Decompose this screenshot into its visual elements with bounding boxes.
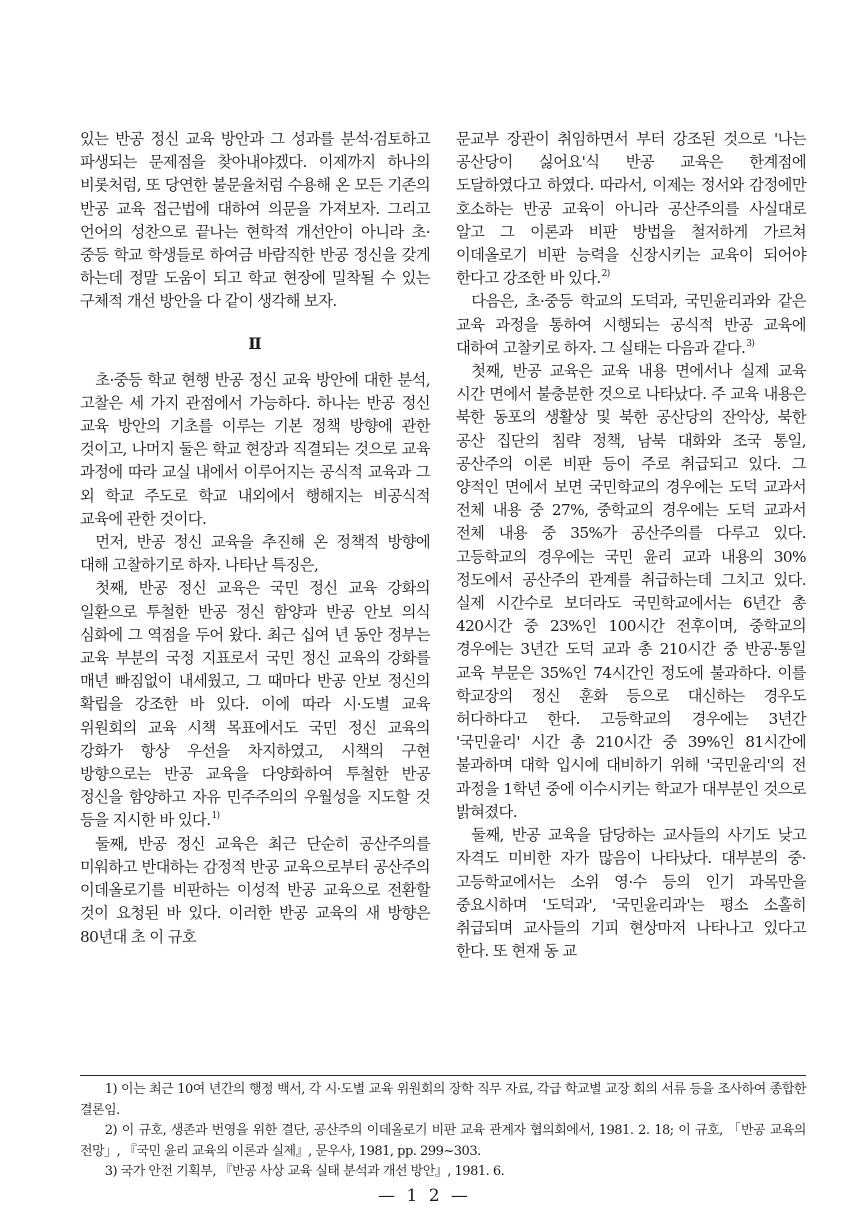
footnote-ref: 2) [601, 269, 610, 280]
paragraph-text: 다음은, 초·중등 학교의 도덕과, 국민윤리과와 같은 교육 과정을 통하여 시행되는 공식적 반공 교육에 대하여 고찰키로 하자. 그 실태는 다음과 같다. [456, 292, 806, 357]
paragraph: 둘째, 반공 교육을 담당하는 교사들의 사기도 낮고 자격도 미비한 자가 많음이 나타났다. 대부분의 중·고등학교에서는 소위 영·수 등의 인기 과목만을 중요시하며 '도덕과', '국민윤리과'는 평소 소홀히 취급되며 교사들의 기피 현상마저 나타나고 있다고 한다. 또 현재 동 교 [456, 826, 806, 961]
paragraph [456, 128, 806, 290]
paragraph-text: 첫째, 반공 정신 교육은 국민 정신 교육 강화의 일환으로 투철한 반공 정신 함양과 반공 안보 의식 심화에 그 역점을 두어 왔다. 최근 십여 년 동안 정부는 교육 부분의 국정 지표로서 국민 정신 교육의 강화를 매년 빠짐없이 내세웠고, 그 때마다 반공 안보 정신의 확립을 강조한 바 있다. 이에 따라 시·도별 교육 위원회의 교육 시책 목표에서도 국민 정신 교육의 강화가 항상 우선을 차지하였고, 시책의 구현 방향으로는 반공 교육을 다양화하여 투철한 반공 정신을 함양하고 자유 민주주의의 우월성을 지도할 것 등을 지시한 바 있다. [80, 579, 430, 830]
left-column [80, 128, 430, 949]
footnote-divider [80, 1075, 806, 1076]
footnote-3: 3) 국가 안전 기획부, 『반공 사상 교육 실태 분석과 개선 방안』, 1981. 6. [104, 1164, 505, 1179]
paragraph-text: 문교부 장관이 취임하면서 부터 강조된 것으로 '나는 공산당이 싫어요'식 반공 교육은 한계점에 도달하였다고 하였다. 따라서, 이제는 정서와 감정에만 호소하는 반공 교육이 아니라 공산주의를 사실대로 알고 그 이론과 비판 방법을 철저하게 가르쳐 이데올로기 비판 능력을 신장시키는 교육이 되어야 한다고 강조한 바 있다. [456, 130, 806, 288]
right-column [456, 128, 806, 963]
paragraph: 초·중등 학교 현행 반공 정신 교육 방안에 대한 분석, 고찰은 세 가지 관점에서 가능하다. 하나는 반공 정신 교육 방안의 기초를 이루는 기본 정책 방향에 관한 것이고, 나머지 둘은 학교 현장과 직결되는 것으로 교육 과정에 따라 교실 내에서 이루어지는 공식적 교육과 그 외 학교 주도로 학교 내외에서 행해지는 비공식적 교육에 관한 것이다. [80, 370, 430, 528]
paragraph: 첫째, 반공 교육은 교육 내용 면에서나 실제 교육 시간 면에서 불충분한 것으로 나타났다. 주 교육 내용은 북한 동포의 생활상 및 북한 공산당의 잔악상, 북한 공산 집단의 침략 정책, 남북 대화와 조국 통일, 공산주의 이론 비판 등이 주로 취급되고 있다. 그 양적인 면에서 보면 국민학교의 경우에는 도덕 교과서 전체 내용 중 27%, 중학교의 경우에는 도덕 교과서 전체 내용 중 35%가 공산주의를 다루고 있다. 고등학교의 경우에는 국민 윤리 교과 내용의 30% 정도에서 공산주의 관계를 취급하는데 그치고 있다. 실제 시간수로 보더라도 국민학교에서는 6년간 총 420시간 중 23%인 100시간 전후이며, 중학교의 경우에는 3년간 도덕 교과 총 210시간 중 반공·통일 교육 부문은 35%인 74시간인 정도에 불과하다. 이를 학교장의 정신 훈화 등으로 대신하는 경우도 허다하다고 한다. 고등학교의 경우에는 3년간 '국민윤리' 시간 총 210시간 중 39%인 81시간에 불과하며 대학 입시에 대비하기 위해 '국민윤리'의 전 과정을 1학년 중에 이수시키는 학교가 대부분인 것으로 밝혀졌다. [456, 362, 806, 821]
paragraph: 먼저, 반공 정신 교육을 추진해 온 정책적 방향에 대해 고찰하기로 하자. 나타난 특징은, [80, 533, 430, 575]
footnotes [80, 1080, 806, 1183]
footnote-2: 2) 이 규호, 생존과 번영을 위한 결단, 공산주의 이데올로기 비판 교육 관계자 협의회에서, 1981. 2. 18; 이 규호, 「반공 교육의 전망」, 『국민 윤리 교육의 이론과 실제』, 문우사, 1981, pp. 299~303. [80, 1123, 806, 1159]
footnote-ref: 3) [746, 338, 755, 349]
paragraph [456, 290, 806, 360]
paragraph: 둘째, 반공 정신 교육은 최근 단순히 공산주의를 미워하고 반대하는 감정적 반공 교육으로부터 공산주의 이데올로기를 비판하는 이성적 반공 교육으로 전환할 것이 요청된 바 있다. 이러한 반공 교육의 새 방향은 80년대 초 이 규호 [80, 834, 430, 946]
section-heading: Ⅱ [248, 333, 262, 353]
paragraph: 있는 반공 정신 교육 방안과 그 성과를 분석·검토하고 파생되는 문제점을 찾아내야겠다. 이제까지 하나의 비롯처럼, 또 당연한 불문율처럼 수용해 온 모든 기존의 반공 교육 접근법에 대하여 의문을 가져보자. 그리고 언어의 성찬으로 끝나는 현학적 개선안이 아니라 초·중등 학교 학생들로 하여금 바람직한 반공 정신을 갖게 하는데 정말 도움이 되고 학교 현장에 밀착될 수 있는 구체적 개선 방안을 다 같이 생각해 보자. [80, 130, 430, 311]
page-number: — 1 2 — [378, 1186, 471, 1206]
paragraph [80, 577, 430, 832]
footnote-ref: 1) [211, 811, 220, 822]
footnote-1: 1) 이는 최근 10여 년간의 행정 백서, 각 시·도별 교육 위원회의 장학 직무 자료, 각급 학교별 교장 회의 서류 등을 조사하여 종합한 결론임. [80, 1082, 806, 1118]
